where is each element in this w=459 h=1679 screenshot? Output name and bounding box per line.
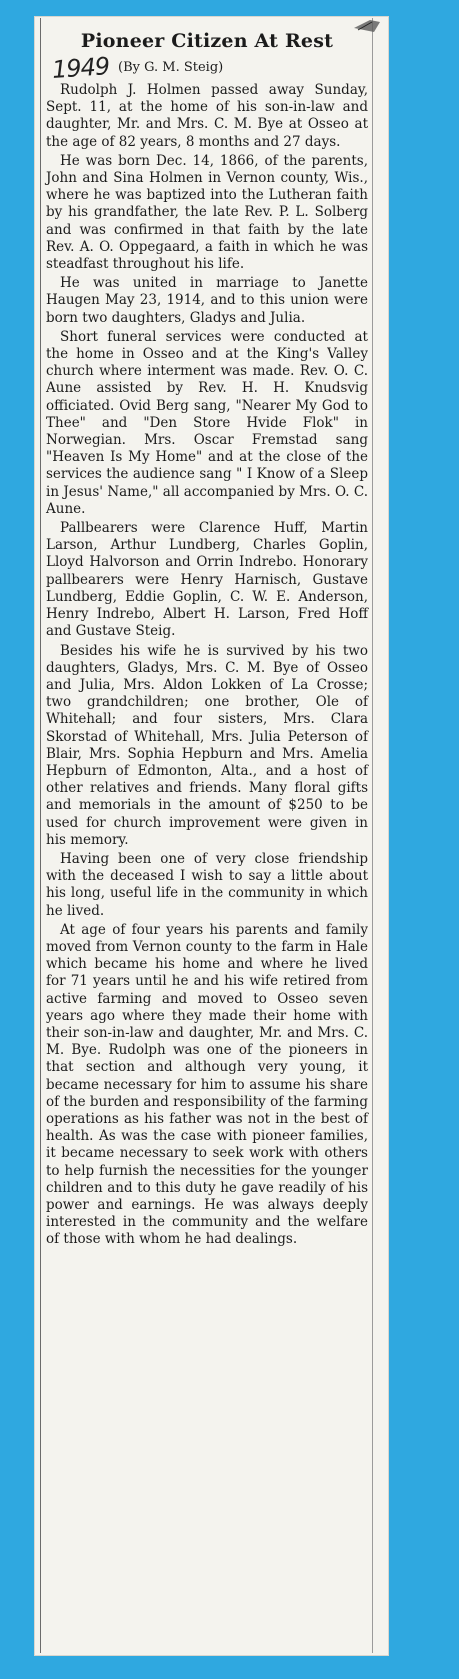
paragraph-marriage: He was united in marriage to Janette Haugen May 23, 1914, and to this union were born two daughters, Gladys and Julia. — [46, 275, 368, 326]
article-body — [46, 82, 368, 1249]
article-headline: Pioneer Citizen At Rest — [80, 30, 334, 52]
article-byline: (By G. M. Steig) — [118, 60, 224, 75]
paragraph-death-notice: Rudolph J. Holmen passed away Sunday, Sept. 11, at the home of his son-in-law and daughter, Mr. and Mrs. C. M. Bye at Osseo at the age of 82 years, 8 months and 27 days. — [46, 82, 368, 150]
byline-row — [46, 52, 368, 84]
article — [46, 18, 368, 1249]
paragraph-survivors: Besides his wife he is survived by his two daughters, Gladys, Mrs. C. M. Bye of Osseo and Julia, Mrs. Aldon Lokken of La Crosse; two grandchildren; one brother, Ole of Whitehall; and four sisters, Mrs. Clara Skorstad of Whitehall, Mrs. Julia Peterson of Blair, Mrs. Sophia Hepburn and Mrs. Amelia Hepburn of Edmonton, Alta., and a host of other relatives and friends. Many floral gifts and memorials in the amount of $250 to be used for church improvement were given in his memory. — [46, 642, 368, 848]
paragraph-life-history: At age of four years his parents and family moved from Vernon county to the farm in Hale which became his home and where he lived for 71 years until he and his wife retired from active farming and moved to Osseo seven years ago where they made their home with their son-in-law and daughter, Mr. and Mrs. C. M. Bye. Rudolph was one of the pioneers in that section and although very young, it became necessary for him to assume his share of the burden and responsibility of the farming operations as his father was not in the best of health. As was the case with pioneer families, it became necessary to seek work with others to help furnish the necessities for the younger children and to this duty he gave readily of his power and earnings. He was always deeply interested in the community and the welfare of those with whom he had dealings. — [46, 921, 368, 1248]
paragraph-funeral-services: Short funeral services were conducted at the home in Osseo and at the King's Valley church where interment was made. Rev. O. C. Aune assisted by Rev. H. H. Knudsvig officiated. Ovid Berg sang, "Nearer My God to Thee" and "Den Store Hvide Flok" in Norwegian. Mrs. Oscar Fremstad sang "Heaven Is My Home" and at the close of the services the audience sang " I Know of a Sleep in Jesus' Name," all accompanied by Mrs. O. C. Aune. — [46, 328, 368, 517]
handwritten-year: 1949 — [51, 52, 110, 84]
paragraph-birth: He was born Dec. 14, 1866, of the parents, John and Sina Holmen in Vernon county, Wis., where he was baptized into the Lutheran faith by his grandfather, the late Rev. P. L. Solberg and was confirmed in that faith by the late Rev. A. O. Oppegaard, a faith in which he was steadfast throughout his life. — [46, 152, 368, 273]
paragraph-friendship: Having been one of very close friendship with the deceased I wish to say a little about his long, useful life in the community in which he lived. — [46, 850, 368, 919]
column-rule-right — [372, 18, 373, 1653]
column-rule-left — [40, 18, 41, 1653]
paragraph-pallbearers: Pallbearers were Clarence Huff, Martin Larson, Arthur Lundberg, Charles Goplin, Lloyd Halvorson and Orrin Indrebo. Honorary pallbearers were Henry Harnisch, Gustave Lundberg, Eddie Goplin, C. W. E. Anderson, Henry Indrebo, Albert H. Larson, Fred Hoff and Gustave Steig. — [46, 520, 368, 640]
